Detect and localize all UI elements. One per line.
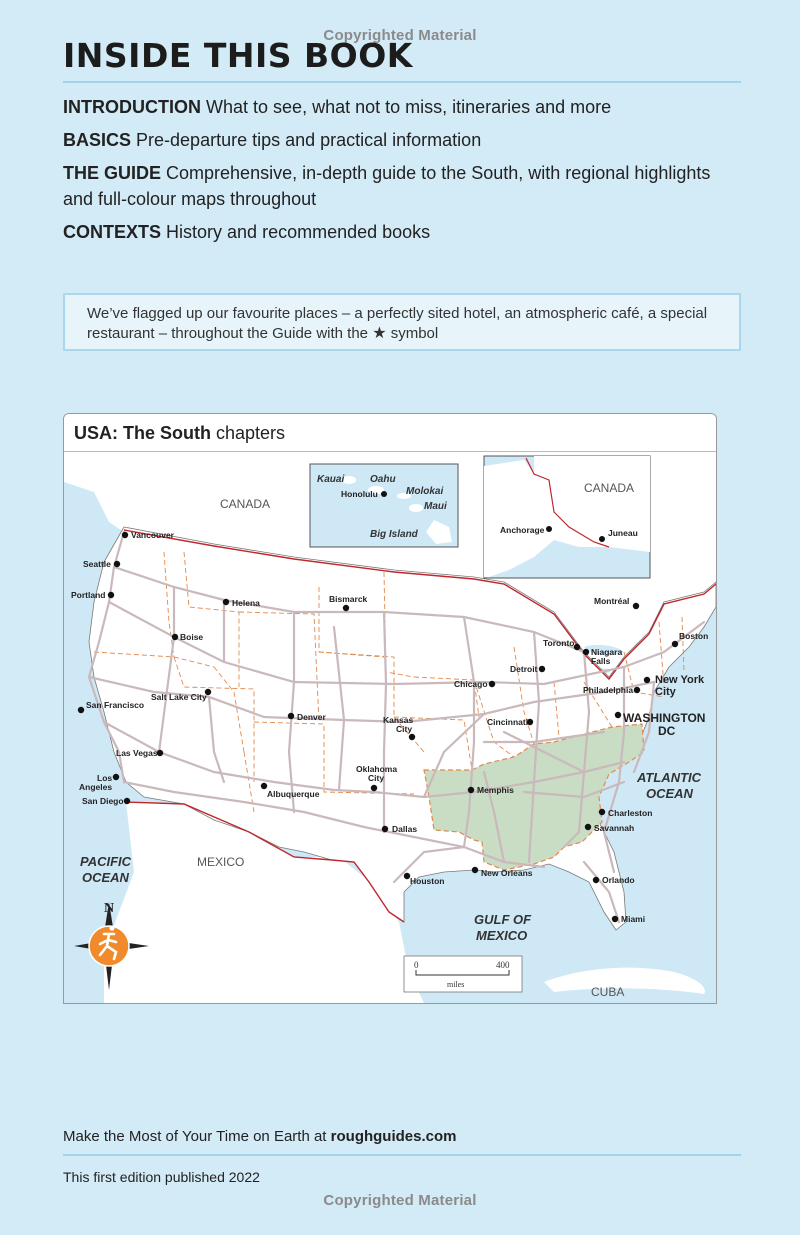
maui-island xyxy=(409,504,423,512)
cuba-label: CUBA xyxy=(591,985,625,999)
niagara-label-2: Falls xyxy=(591,656,611,666)
footer-divider xyxy=(63,1154,741,1156)
kansas-city-marker xyxy=(409,734,415,740)
boston-marker xyxy=(672,641,678,647)
juneau-label: Juneau xyxy=(608,528,638,538)
usa-map xyxy=(64,452,716,1003)
section-contexts: CONTEXTS History and recommended books xyxy=(63,222,431,242)
juneau-marker xyxy=(599,536,605,542)
pacific-label-2: OCEAN xyxy=(82,870,129,885)
san-francisco-marker xyxy=(78,707,84,713)
orlando-marker xyxy=(593,877,599,883)
compass-north-label: N xyxy=(104,901,115,916)
note-text-after: symbol xyxy=(390,325,439,342)
honolulu-label: Honolulu xyxy=(341,489,378,499)
san-diego-label: San Diego xyxy=(82,796,124,806)
chicago-marker xyxy=(489,681,495,687)
denver-label: Denver xyxy=(297,712,326,722)
anchorage-marker xyxy=(546,526,552,532)
star-icon: ★ xyxy=(372,325,387,342)
canada-label: CANADA xyxy=(220,497,271,511)
savannah-label: Savannah xyxy=(594,823,635,833)
toronto-label: Toronto xyxy=(543,638,575,648)
houston-label: Houston xyxy=(410,876,445,886)
new-york-label-1: New York xyxy=(655,674,705,686)
new-orleans-marker xyxy=(472,867,478,873)
detroit-marker xyxy=(539,666,545,672)
anchorage-label: Anchorage xyxy=(500,525,545,535)
edition-note: This first edition published 2022 xyxy=(63,1169,260,1185)
atlantic-label-1: ATLANTIC xyxy=(637,770,702,785)
map-title: USA: The South chapters xyxy=(74,423,286,443)
salt-lake-city-label: Salt Lake City xyxy=(151,692,207,702)
map-header xyxy=(64,414,716,452)
boston-label: Boston xyxy=(679,631,709,641)
big-island-label: Big Island xyxy=(370,529,418,540)
memphis-label: Memphis xyxy=(477,785,514,795)
detroit-label: Detroit xyxy=(510,664,538,674)
los-angeles-label-2: Angeles xyxy=(79,782,113,792)
section-introduction: INTRODUCTION What to see, what not to miss, itineraries and more xyxy=(63,97,612,117)
kansas-city-label-1: Kansas xyxy=(383,715,414,725)
san-diego-marker xyxy=(124,798,130,804)
honolulu-marker xyxy=(381,491,387,497)
washington-label-1: WASHINGTON xyxy=(623,711,706,725)
charleston-marker xyxy=(599,809,605,815)
canada-inset-label: CANADA xyxy=(584,481,635,495)
title-divider xyxy=(63,81,741,83)
scale-bar xyxy=(404,956,522,992)
dallas-marker xyxy=(382,826,388,832)
gulf-label-1: GULF OF xyxy=(474,912,532,927)
favourite-places-note xyxy=(63,293,741,351)
philadelphia-label: Philadelphia xyxy=(583,685,634,695)
new-york-marker xyxy=(644,677,650,683)
los-angeles-marker xyxy=(113,774,119,780)
mexico-label: MEXICO xyxy=(197,855,245,869)
cincinnati-label: Cincinnati xyxy=(487,717,529,727)
new-orleans-label: New Orleans xyxy=(481,868,533,878)
san-francisco-label: San Francisco xyxy=(86,700,145,710)
scale-max: 400 xyxy=(496,960,510,970)
bismarck-label: Bismarck xyxy=(329,594,368,604)
oklahoma-city-label-1: Oklahoma xyxy=(356,764,398,774)
las-vegas-label: Las Vegas xyxy=(116,748,158,758)
pacific-label-1: PACIFIC xyxy=(80,854,132,869)
molokai-label: Molokai xyxy=(406,486,444,497)
charleston-label: Charleston xyxy=(608,808,653,818)
boise-label: Boise xyxy=(180,632,204,642)
boise-marker xyxy=(172,634,178,640)
miami-marker xyxy=(612,916,618,922)
washington-marker xyxy=(615,712,621,718)
montreal-label: Montréal xyxy=(594,596,630,606)
los-angeles-label-1: Los xyxy=(97,773,113,783)
dallas-label: Dallas xyxy=(392,824,418,834)
portland-marker xyxy=(108,592,114,598)
scale-unit: miles xyxy=(447,980,465,989)
miami-label: Miami xyxy=(621,914,646,924)
niagara-marker xyxy=(583,649,589,655)
philadelphia-marker xyxy=(634,687,640,693)
vancouver-marker xyxy=(122,532,128,538)
las-vegas-marker xyxy=(157,750,163,756)
new-york-label-2: City xyxy=(655,686,676,698)
vancouver-label: Vancouver xyxy=(131,530,174,540)
section-the-guide: THE GUIDE Comprehensive, in-depth guide to the South, with regional highlights and full-colour maps throughout xyxy=(63,163,711,209)
oklahoma-city-label-2: City xyxy=(368,773,385,783)
south-chapters-map xyxy=(63,413,717,1004)
seattle-marker xyxy=(114,561,120,567)
contents-list xyxy=(63,94,743,252)
washington-label-2: DC xyxy=(658,724,676,738)
watermark-bottom: Copyrighted Material xyxy=(323,1192,477,1209)
watermark-top: Copyrighted Material xyxy=(323,27,477,44)
niagara-label-1: Niagara xyxy=(591,647,623,657)
oahu-label: Oahu xyxy=(370,474,396,485)
helena-label: Helena xyxy=(232,598,260,608)
albuquerque-label: Albuquerque xyxy=(267,789,320,799)
kansas-city-label-2: City xyxy=(396,724,413,734)
seattle-label: Seattle xyxy=(83,559,111,569)
oklahoma-city-marker xyxy=(371,785,377,791)
page-title: INSIDE THIS BOOK xyxy=(63,36,413,75)
footer-tagline: Make the Most of Your Time on Earth at roughguides.com xyxy=(63,1128,457,1145)
section-basics: BASICS Pre-departure tips and practical information xyxy=(63,130,482,150)
denver-marker xyxy=(288,713,294,719)
memphis-marker xyxy=(468,787,474,793)
bismarck-marker xyxy=(343,605,349,611)
chicago-label: Chicago xyxy=(454,679,488,689)
note-text-before: We’ve flagged up our favourite places – a perfectly sited hotel, an atmospheric café, a special restaurant – throughout the Guide with the xyxy=(87,305,708,342)
helena-marker xyxy=(223,599,229,605)
montreal-marker xyxy=(633,603,639,609)
atlantic-label-2: OCEAN xyxy=(646,786,693,801)
gulf-label-2: MEXICO xyxy=(476,928,528,943)
scale-zero: 0 xyxy=(414,960,419,970)
orlando-label: Orlando xyxy=(602,875,635,885)
portland-label: Portland xyxy=(71,590,106,600)
savannah-marker xyxy=(585,824,591,830)
footer-site: roughguides.com xyxy=(330,1128,457,1145)
kauai-label: Kauai xyxy=(317,474,345,485)
maui-label: Maui xyxy=(424,501,447,512)
toronto-marker xyxy=(574,644,580,650)
